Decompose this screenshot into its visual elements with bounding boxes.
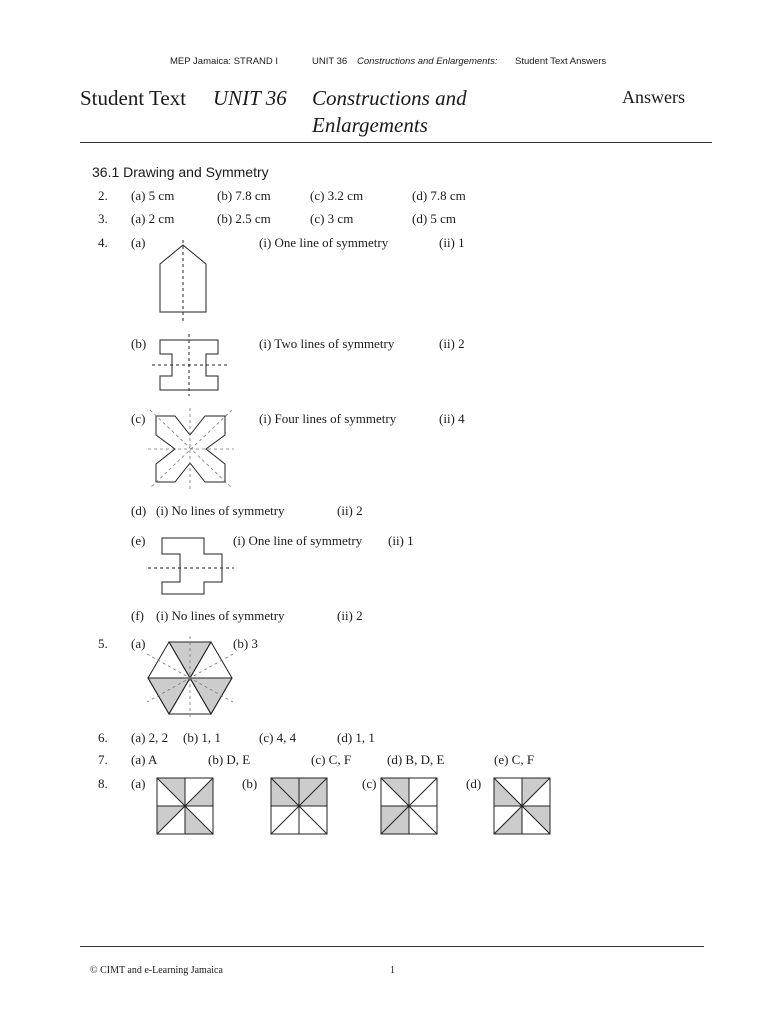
q6-b: (b) 1, 1 bbox=[183, 730, 221, 745]
q4a-house-figure bbox=[150, 240, 220, 330]
q4a-part-i: (i) One line of symmetry bbox=[259, 235, 389, 250]
q4c-part-ii: (ii) 4 bbox=[439, 411, 465, 426]
q4c-part-i: (i) Four lines of symmetry bbox=[259, 411, 397, 426]
q7-d: (d) B, D, E bbox=[387, 752, 445, 767]
q4a-part-ii: (ii) 1 bbox=[439, 235, 465, 250]
q4-number: 4. bbox=[98, 235, 108, 250]
q4e-label: (e) bbox=[131, 533, 146, 548]
footer-copyright: © CIMT and e-Learning Jamaica bbox=[90, 965, 223, 976]
running-header-right: Student Text Answers bbox=[515, 56, 607, 67]
q4b-part-i: (i) Two lines of symmetry bbox=[259, 336, 395, 351]
title-rule bbox=[80, 142, 712, 143]
q3-a: (a) 2 cm bbox=[131, 211, 175, 226]
q7-e: (e) C, F bbox=[494, 752, 535, 767]
q2-a: (a) 5 cm bbox=[131, 188, 175, 203]
q7-a: (a) A bbox=[131, 752, 158, 767]
q8d-square-figure bbox=[494, 778, 552, 836]
q3-d: (d) 5 cm bbox=[412, 211, 457, 226]
q4f-part-i: (i) No lines of symmetry bbox=[156, 608, 285, 623]
q8c-square-figure bbox=[381, 778, 439, 836]
q4b-part-ii: (ii) 2 bbox=[439, 336, 465, 351]
q4a-label: (a) bbox=[131, 235, 146, 250]
q7-b: (b) D, E bbox=[208, 752, 251, 767]
q5-a: (a) bbox=[131, 636, 146, 651]
title-answers: Answers bbox=[622, 87, 685, 107]
q4e-part-i: (i) One line of symmetry bbox=[233, 533, 363, 548]
running-header-unit: UNIT 36 bbox=[312, 56, 348, 67]
q6-c: (c) 4, 4 bbox=[259, 730, 297, 745]
q4c-label: (c) bbox=[131, 411, 146, 426]
q8-number: 8. bbox=[98, 776, 108, 791]
footer-rule bbox=[80, 946, 704, 947]
title-unit: UNIT 36 bbox=[213, 86, 287, 110]
q4e-cross-shape-figure bbox=[146, 532, 236, 602]
q6-a: (a) 2, 2 bbox=[131, 730, 169, 745]
title-name-line2: Enlargements bbox=[312, 113, 428, 137]
q2-d: (d) 7.8 cm bbox=[412, 188, 466, 203]
title-prefix: Student Text bbox=[80, 86, 187, 110]
running-header-unit-title: Constructions and Enlargements: bbox=[357, 56, 498, 67]
q4d-part-i: (i) No lines of symmetry bbox=[156, 503, 285, 518]
q3-b: (b) 2.5 cm bbox=[217, 211, 271, 226]
q6-d: (d) 1, 1 bbox=[337, 730, 375, 745]
q7-c: (c) C, F bbox=[311, 752, 352, 767]
q2-number: 2. bbox=[98, 188, 108, 203]
q4d-label: (d) bbox=[131, 503, 147, 518]
q3-number: 3. bbox=[98, 211, 108, 226]
footer-page-number: 1 bbox=[390, 965, 395, 976]
q2-c: (c) 3.2 cm bbox=[310, 188, 364, 203]
q4b-h-shape-figure bbox=[150, 334, 232, 400]
q4b-label: (b) bbox=[131, 336, 147, 351]
q4d-part-ii: (ii) 2 bbox=[337, 503, 363, 518]
q4e-part-ii: (ii) 1 bbox=[388, 533, 414, 548]
q2-b: (b) 7.8 cm bbox=[217, 188, 271, 203]
q8a-square-figure bbox=[157, 778, 215, 836]
title-name-line1: Constructions and bbox=[312, 86, 467, 110]
q8-b: (b) bbox=[242, 776, 258, 791]
running-header-left: MEP Jamaica: STRAND I bbox=[170, 56, 279, 67]
q6-number: 6. bbox=[98, 730, 108, 745]
q8b-square-figure bbox=[271, 778, 329, 836]
q4f-label: (f) bbox=[131, 608, 144, 623]
section-heading: 36.1 Drawing and Symmetry bbox=[92, 164, 269, 180]
q4f-part-ii: (ii) 2 bbox=[337, 608, 363, 623]
q5-number: 5. bbox=[98, 636, 108, 651]
q5-hexagon-figure bbox=[140, 636, 242, 722]
q3-c: (c) 3 cm bbox=[310, 211, 354, 226]
q8-d: (d) bbox=[466, 776, 482, 791]
q5-b: (b) 3 bbox=[233, 636, 258, 651]
q8-a: (a) bbox=[131, 776, 146, 791]
q7-number: 7. bbox=[98, 752, 108, 767]
q8-c: (c) bbox=[362, 776, 377, 791]
q4c-x-shape-figure bbox=[148, 408, 238, 490]
